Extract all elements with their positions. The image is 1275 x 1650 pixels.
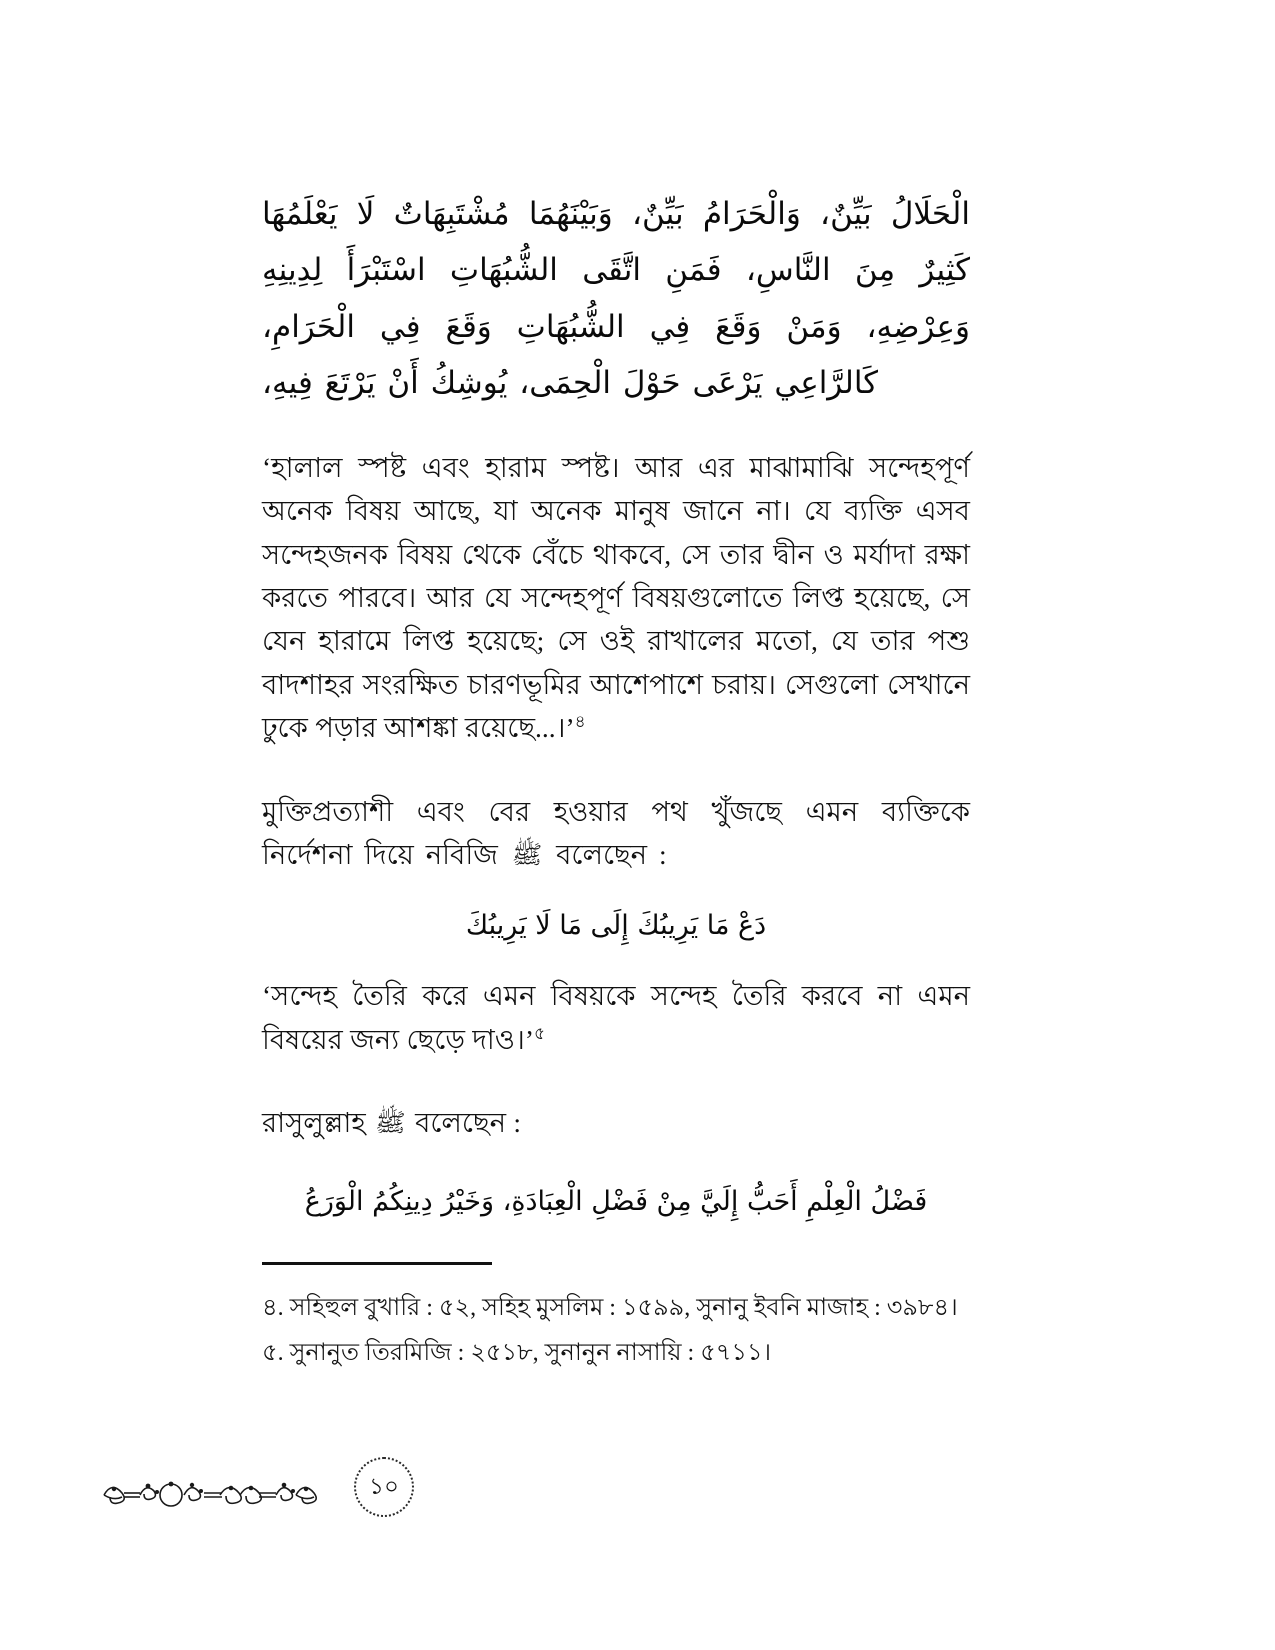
translation-text: ‘সন্দেহ তৈরি করে এমন বিষয়কে সন্দেহ তৈরি করবে না এমন বিষয়ের জন্য ছেড়ে দাও।’ [262, 980, 970, 1055]
intro-text-part1: রাসুলুল্লাহ [262, 1107, 374, 1139]
hadith-translation-second [262, 974, 970, 1061]
spacer [262, 948, 970, 974]
footnote-marker-5: ৫ [534, 1023, 546, 1043]
hadith-arabic-second: دَعْ مَا يَرِيبُكَ إِلَى مَا لَا يَرِيبُكَ [465, 909, 767, 941]
intro-paragraph-third-hadith [262, 1101, 970, 1144]
intro-text-part1: মুক্তিপ্রত্যাশী এবং বের হওয়ার পথ খুঁজছে এমন ব্যক্তিকে নির্দেশনা দিয়ে নবিজি [262, 795, 970, 871]
spacer [262, 412, 970, 446]
footnote-divider [262, 1262, 492, 1265]
intro-text-part2: বলেছেন : [407, 1107, 522, 1139]
footnote-item: ৫. সুনানুত তিরমিজি : ২৫১৮, সুনানুন নাসায়ি : ৫৭১১। [262, 1339, 772, 1366]
page-number: ১০ [354, 1457, 414, 1517]
translation-text: ‘হালাল স্পষ্ট এবং হারাম স্পষ্ট। আর এর মাঝামাঝি সন্দেহপূর্ণ অনেক বিষয় আছে, যা অনেক মানুষ জানে না। যে ব্যক্তি এসব সন্দেহজনক বিষয় থেকে বেঁচে থাকবে, সে তার দ্বীন ও মর্যাদা রক্ষা করতে পারবে। আর যে সন্দেহপূর্ণ বিষয়গুলোতে লিপ্ত হয়েছে, সে যেন হারামে লিপ্ত হয়েছে; সে ওই রাখালের মতো, যে তার পশু বাদশাহর সংরক্ষিত চারণভূমির আশেপাশে চরায়। সেগুলো সেখানে ঢুকে পড়ার আশঙ্কা রয়েছে...।’ [262, 451, 970, 744]
hadith-translation-primary [262, 446, 970, 750]
page-content [262, 186, 970, 1225]
floral-ornament-icon [100, 1465, 328, 1509]
page-footer [100, 1452, 500, 1522]
hadith-arabic-third: فَضْلُ الْعِلْمِ أَحَبُّ إِلَيَّ مِنْ فَضْلِ الْعِبَادَةِ، وَخَيْرُ دِينِكُمُ الْوَرَعُ [304, 1185, 928, 1217]
spacer [262, 750, 970, 790]
intro-text-part2: বলেছেন : [544, 839, 667, 871]
sallallahu-alayhi-wasallam-icon: ﷺ [511, 840, 543, 870]
intro-paragraph-second-hadith [262, 790, 970, 877]
footnote-item: ৪. সহিহুল বুখারি : ৫২, সহিহ মুসলিম : ১৫৯৯, সুনানু ইবনি মাজাহ : ৩৯৮৪। [262, 1295, 958, 1321]
footnote-marker-4: ৪ [574, 712, 586, 732]
spacer [262, 877, 970, 903]
hadith-arabic-primary: الْحَلَالُ بَيِّنٌ، وَالْحَرَامُ بَيِّنٌ، وَبَيْنَهُمَا مُشْتَبِهَاتٌ لَا يَعْلَمُهَا كَثِيرٌ مِنَ النَّاسِ، فَمَنِ اتَّقَى الشُّبُهَاتِ اسْتَبْرَأَ لِدِينِهِ وَعِرْضِهِ، وَمَنْ وَقَعَ فِي الشُّبُهَاتِ وَقَعَ فِي الْحَرَامِ، كَالرَّاعِي يَرْعَى حَوْلَ الْحِمَى، يُوشِكُ أَنْ يَرْتَعَ فِيهِ، [262, 196, 970, 402]
spacer [262, 1145, 970, 1179]
footnote-section [262, 1262, 970, 1379]
sallallahu-alayhi-wasallam-icon: ﷺ [375, 1108, 406, 1138]
spacer [262, 1061, 970, 1101]
